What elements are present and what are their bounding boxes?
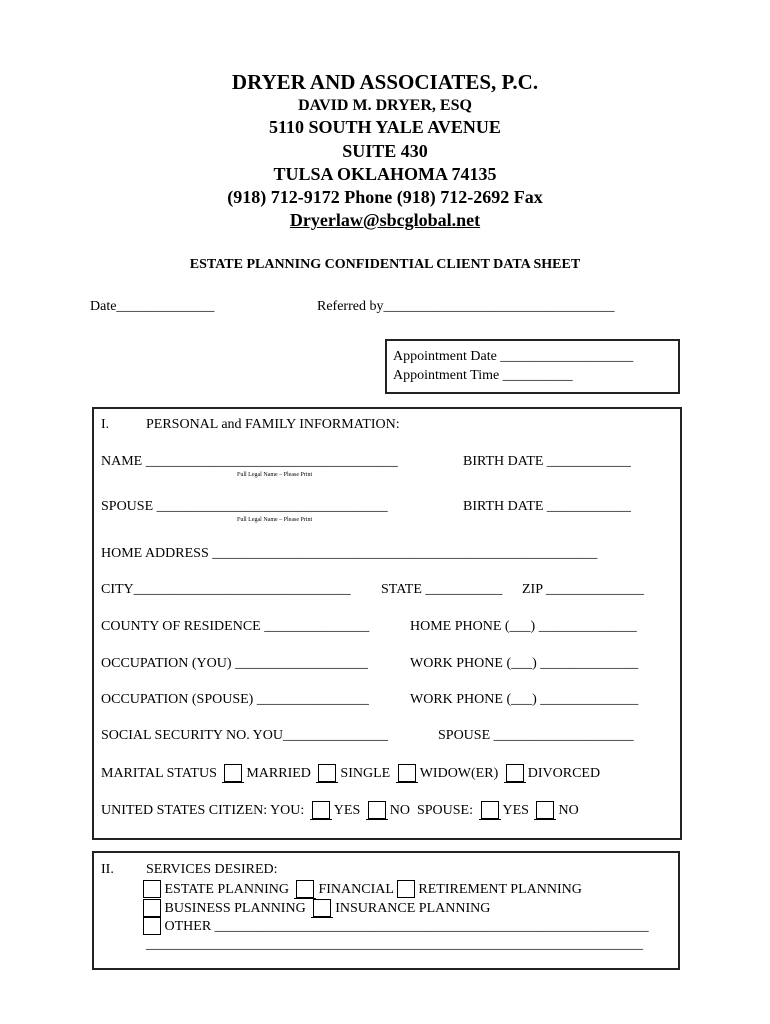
name-birth-date-field[interactable]: BIRTH DATE ____________ [463,454,631,469]
financial-label: FINANCIAL [318,882,394,897]
business-planning-checkbox[interactable] [143,899,161,917]
work-phone-spouse-field[interactable]: WORK PHONE (___) ______________ [410,692,639,707]
suite: SUITE 430 [342,141,428,161]
date-field[interactable]: Date______________ [90,299,215,314]
citizen-you-no-checkbox[interactable] [368,801,386,819]
referred-by-field[interactable]: Referred by_________________________________ [317,299,615,314]
form-title: ESTATE PLANNING CONFIDENTIAL CLIENT DATA SHEET [189,257,581,272]
other-service-field[interactable]: OTHER ______________________________________________________________ [164,919,649,934]
home-address-field[interactable]: HOME ADDRESS _______________________________________________________ [101,546,598,561]
spouse-field[interactable]: SPOUSE _________________________________ [101,499,388,514]
spouse-hint: Full Legal Name – Please Print [237,517,313,523]
phone-fax: (918) 712-9172 Phone (918) 712-2692 Fax [227,187,543,207]
appointment-date-field[interactable]: Appointment Date ___________________ [393,349,634,364]
citizen-row [101,801,579,820]
section-1-number: I. [101,417,110,432]
street-address: 5110 SOUTH YALE AVENUE [269,117,501,137]
estate-planning-checkbox[interactable] [143,880,161,898]
citizen-spouse-no-label: NO [558,803,579,818]
section-1-title: PERSONAL and FAMILY INFORMATION: [146,417,400,432]
retirement-planning-label: RETIREMENT PLANNING [418,882,582,897]
widower-checkbox[interactable] [398,764,416,782]
single-checkbox[interactable] [318,764,336,782]
appointment-box [385,339,680,394]
name-field[interactable]: NAME ____________________________________ [101,454,398,469]
occupation-spouse-field[interactable]: OCCUPATION (SPOUSE) ________________ [101,692,369,707]
insurance-planning-label: INSURANCE PLANNING [335,901,491,916]
other-service-line-2[interactable]: _______________________________________________________________________ [146,937,643,952]
retirement-planning-checkbox[interactable] [397,880,415,898]
marital-status-row [101,764,600,783]
spouse-birth-date-field[interactable]: BIRTH DATE ____________ [463,499,631,514]
business-planning-label: BUSINESS PLANNING [164,901,306,916]
zip-field[interactable]: ZIP ______________ [522,582,644,597]
citizen-you-no-label: NO [389,803,410,818]
section-2-title: SERVICES DESIRED: [146,862,278,877]
section-2-number: II. [101,862,114,877]
ssn-you-field[interactable]: SOCIAL SECURITY NO. YOU_______________ [101,728,388,743]
other-service-checkbox[interactable] [143,917,161,935]
citizen-you-yes-label: YES [333,803,361,818]
city-field[interactable]: CITY_______________________________ [101,582,351,597]
ssn-spouse-field[interactable]: SPOUSE ____________________ [438,728,634,743]
divorced-checkbox[interactable] [506,764,524,782]
email-link[interactable]: Dryerlaw@sbcglobal.net [289,210,481,230]
citizen-spouse-no-checkbox[interactable] [536,801,554,819]
services-row-1 [143,880,582,899]
services-row-3 [143,917,649,935]
city-state-zip: TULSA OKLAHOMA 74135 [273,164,497,184]
citizen-spouse-yes-label: YES [502,803,529,818]
name-hint: Full Legal Name – Please Print [237,472,313,478]
work-phone-you-field[interactable]: WORK PHONE (___) ______________ [410,656,639,671]
firm-name: DRYER AND ASSOCIATES, P.C. [231,70,539,94]
widower-label: WIDOW(ER) [419,766,499,781]
citizen-you-yes-checkbox[interactable] [312,801,330,819]
county-field[interactable]: COUNTY OF RESIDENCE _______________ [101,619,370,634]
divorced-label: DIVORCED [527,766,601,781]
estate-planning-label: ESTATE PLANNING [164,882,289,897]
services-row-2 [143,899,490,918]
married-checkbox[interactable] [224,764,242,782]
financial-checkbox[interactable] [296,880,314,898]
occupation-you-field[interactable]: OCCUPATION (YOU) ___________________ [101,656,369,671]
insurance-planning-checkbox[interactable] [313,899,331,917]
married-label: MARRIED [246,766,311,781]
single-label: SINGLE [340,766,391,781]
citizen-label: UNITED STATES CITIZEN: YOU: [101,803,305,818]
marital-status-label: MARITAL STATUS [101,766,217,781]
appointment-time-field[interactable]: Appointment Time __________ [393,368,573,383]
citizen-spouse-label: SPOUSE: [416,803,473,818]
home-phone-field[interactable]: HOME PHONE (___) ______________ [410,619,637,634]
state-field[interactable]: STATE ___________ [381,582,503,597]
citizen-spouse-yes-checkbox[interactable] [481,801,499,819]
attorney-name: DAVID M. DRYER, ESQ [298,97,472,114]
